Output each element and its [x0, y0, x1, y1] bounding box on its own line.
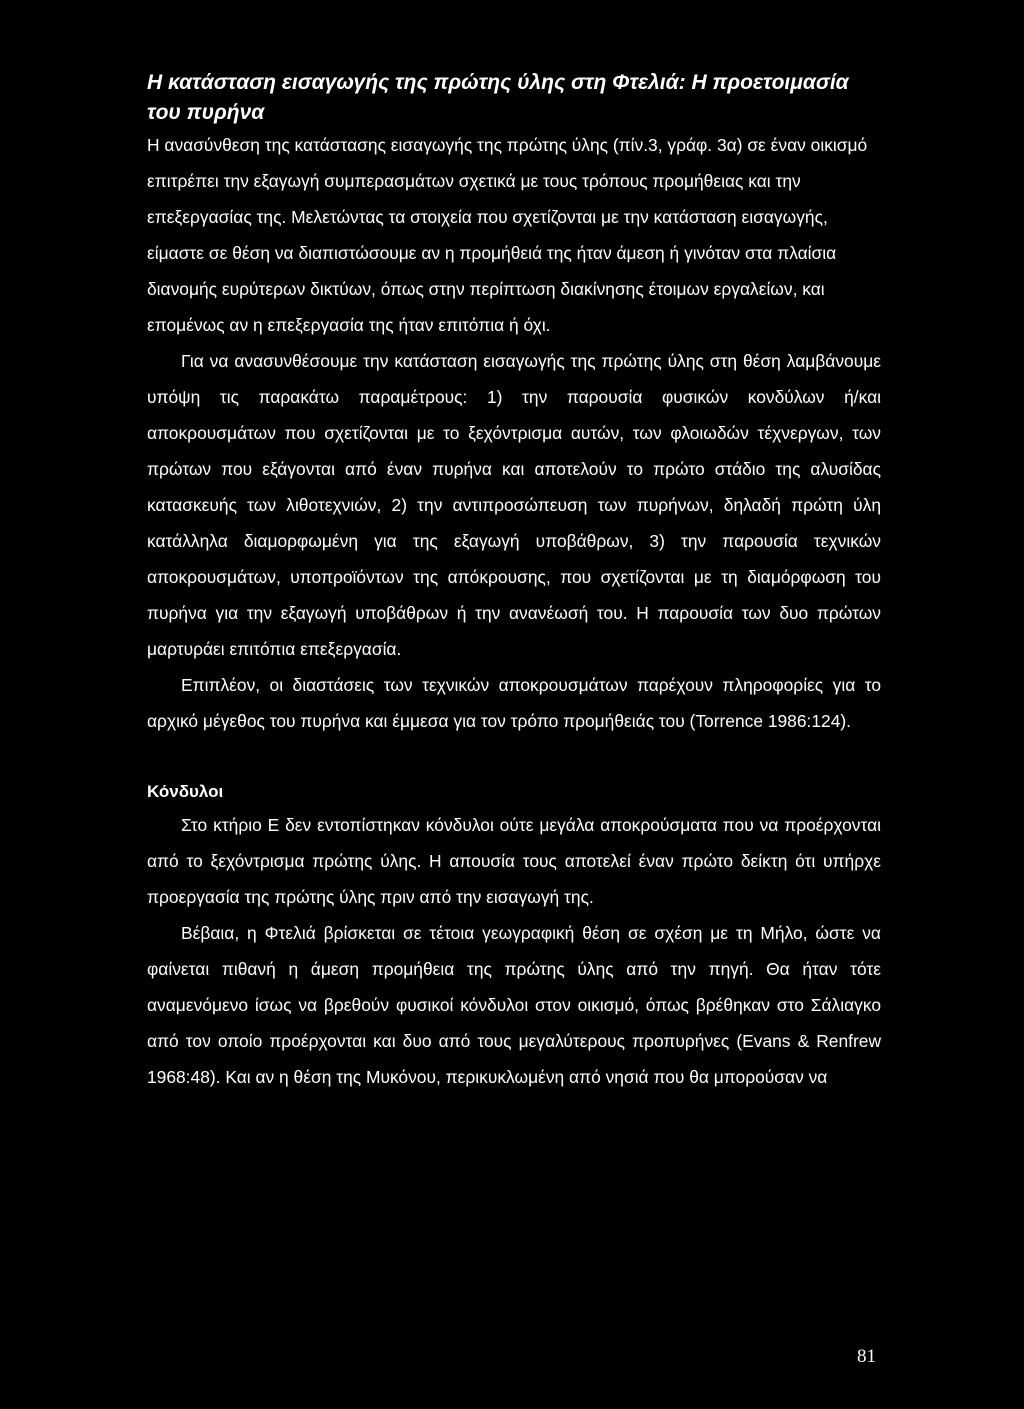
paragraph-geography: Βέβαια, η Φτελιά βρίσκεται σε τέτοια γεωγραφική θέση σε σχέση με τη Μήλο, ώστε να φαίνεται πιθανή η άμεση προμήθεια της πρώτης ύλης από την πηγή. Θα ήταν τότε αναμενόμενο ίσως να βρεθούν φυσικοί κόνδυλοι στον οικισμό, όπως βρέθηκαν στο Σάλιαγκο από τον οποίο προέρχονται και δυο από τους μεγαλύτερους προπυρήνες (Evans & Renfrew 1968:48). Και αν η θέση της Μυκόνου, περικυκλωμένη από νησιά που θα μπορούσαν να	[147, 923, 881, 1087]
page-content	[147, 68, 881, 1095]
page-number: 81	[857, 1346, 876, 1367]
section-spacer	[147, 739, 881, 777]
subsection-heading: Κόνδυλοι	[147, 782, 224, 801]
paragraph-parameters: Για να ανασυνθέσουμε την κατάσταση εισαγωγής της πρώτης ύλης στη θέση λαμβάνουμε υπόψη τις παρακάτω παραμέτρους: 1) την παρουσία φυσικών κονδύλων ή/και αποκρουσμάτων που σχετίζονται με το ξεχόντρισμα αυτών, των φλοιωδών τέχνεργων, των πρώτων που εξάγονται από έναν πυρήνα και αποτελούν το πρώτο στάδιο της αλυσίδας κατασκευής των λιθοτεχνιών, 2) την αντιπροσώπευση των πυρήνων, δηλαδή πρώτη ύλη κατάλληλα διαμορφωμένη για της εξαγωγή υποβάθρων, 3) την παρουσία τεχνικών αποκρουσμάτων, υποπροϊόντων της απόκρουσης, που σχετίζονται με τη διαμόρφωση του πυρήνα για την εξαγωγή υποβάθρων ή την ανανέωσή του. Η παρουσία των δυο πρώτων μαρτυράει επιτόπια επεξεργασία.	[147, 351, 881, 659]
section-heading: Η κατάσταση εισαγωγής της πρώτης ύλης στη Φτελιά: Η προετοιμασία του πυρήνα	[147, 71, 849, 124]
paragraph-dimensions: Επιπλέον, οι διαστάσεις των τεχνικών αποκρουσμάτων παρέχουν πληροφορίες για το αρχικό μέγεθος του πυρήνα και έμμεσα για τον τρόπο προμήθειάς του (Torrence 1986:124).	[147, 675, 881, 731]
paragraph-nodules: Στο κτήριο Ε δεν εντοπίστηκαν κόνδυλοι ούτε μεγάλα αποκρούσματα που να προέρχονται από το ξεχόντρισμα πρώτης ύλης. Η απουσία τους αποτελεί έναν πρώτο δείκτη ότι υπήρχε προεργασία της πρώτης ύλης πριν από την εισαγωγή της.	[147, 815, 881, 907]
paragraph-intro: Η ανασύνθεση της κατάστασης εισαγωγής της πρώτης ύλης (πίν.3, γράφ. 3α) σε έναν οικισμό επιτρέπει την εξαγωγή συμπερασμάτων σχετικά με τους τρόπους προμήθειας και την επεξεργασίας της. Μελετώντας τα στοιχεία που σχετίζονται με την κατάσταση εισαγωγής, είμαστε σε θέση να διαπιστώσουμε αν η προμήθειά της ήταν άμεση ή γινόταν στα πλαίσια διανομής ευρύτερων δικτύων, όπως στην περίπτωση διακίνησης έτοιμων εργαλείων, και επομένως αν η επεξεργασία της ήταν επιτόπια ή όχι.	[147, 135, 868, 335]
